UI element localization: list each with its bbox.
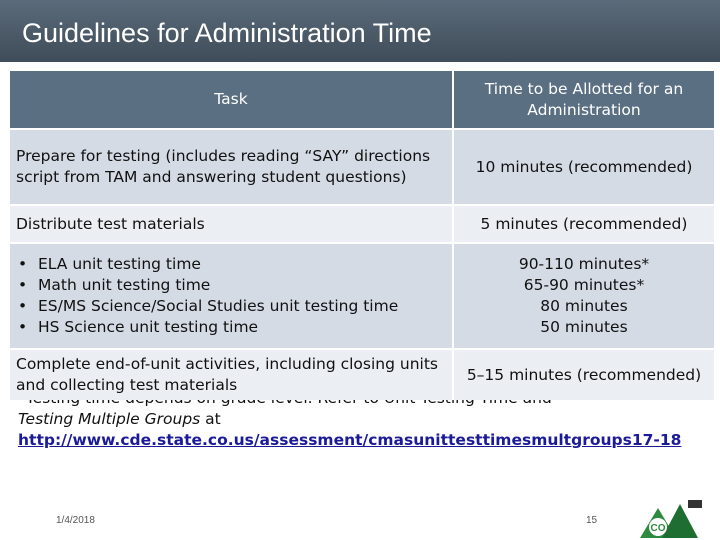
time-value: 65-90 minutes* xyxy=(523,276,645,294)
list-item: • HS Science unit testing time xyxy=(16,317,398,338)
list-item: • ELA unit testing time xyxy=(16,254,398,275)
time-value: 90-110 minutes* xyxy=(518,255,650,273)
list-item: • Math unit testing time xyxy=(16,275,398,296)
time-cell: 5–15 minutes (recommended) xyxy=(466,365,702,384)
footer-date: 1/4/2018 xyxy=(56,515,95,526)
header-time: Time to be Allotted for an Administration xyxy=(484,79,684,119)
page-number: 15 xyxy=(586,515,598,526)
time-value: 50 minutes xyxy=(540,318,628,336)
time-value: 80 minutes xyxy=(540,297,628,315)
colorado-logo-icon xyxy=(640,500,704,538)
table-row xyxy=(10,130,714,206)
task-cell xyxy=(10,244,454,348)
task-cell: Prepare for testing (includes reading “SAY” directions script from TAM and answering student questions) xyxy=(10,130,454,204)
task-cell: Distribute test materials xyxy=(10,206,454,242)
time-cell: 10 minutes (recommended) xyxy=(475,157,693,176)
guidelines-table xyxy=(10,71,714,400)
time-cell: 5 minutes (recommended) xyxy=(480,214,688,233)
time-cell xyxy=(454,244,714,348)
header-task: Task xyxy=(10,71,454,128)
table-row xyxy=(10,244,714,350)
table-row xyxy=(10,350,714,400)
time-list xyxy=(519,254,649,338)
page-title: Guidelines for Administration Time xyxy=(22,18,432,48)
footnote-link[interactable]: http://www.cde.state.co.us/assessment/cmasunittesttimesmultgroups17-18 xyxy=(18,431,682,449)
footnote-after-italic: at xyxy=(200,410,221,428)
table-header xyxy=(10,71,714,130)
logo-text: CO xyxy=(650,523,666,534)
list-item: • ES/MS Science/Social Studies unit testing time xyxy=(16,296,398,317)
table-row xyxy=(10,206,714,244)
footnote-italic: Testing Multiple Groups xyxy=(18,410,201,428)
task-cell: Complete end-of-unit activities, including closing units and collecting test materials xyxy=(10,350,454,400)
footnote-line-2 xyxy=(18,409,708,430)
task-list xyxy=(16,254,398,338)
